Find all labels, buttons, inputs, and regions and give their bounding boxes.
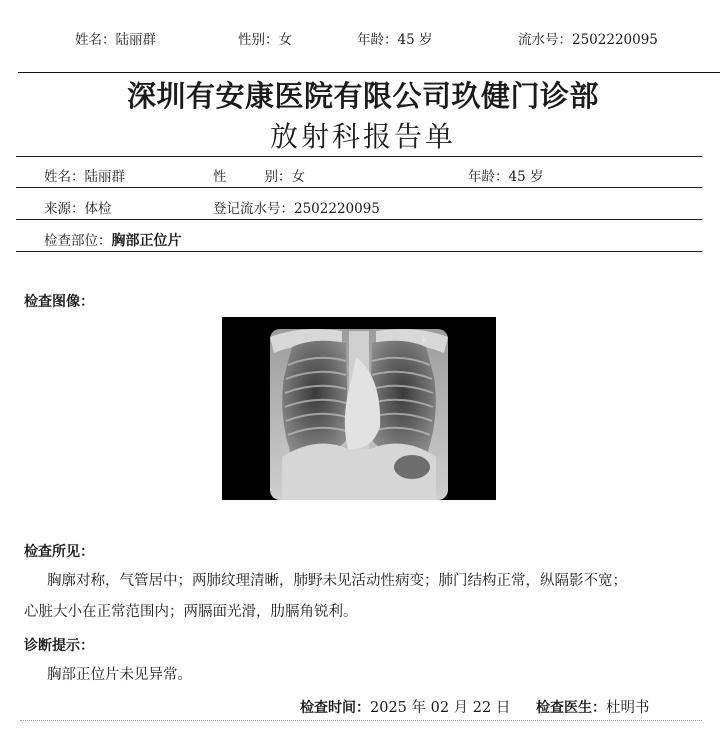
- info-name: 姓名：陆丽群: [44, 169, 125, 185]
- header-divider: [18, 72, 720, 73]
- info-gender: 性 别：女: [213, 169, 305, 185]
- header-gender: 性别：女: [238, 32, 292, 48]
- info-source: 来源：体检: [44, 201, 112, 217]
- diagnosis-text: 胸部正位片未见异常。: [47, 667, 192, 683]
- info-rule-2: [16, 219, 702, 220]
- image-section-label: 检查图像：: [24, 294, 94, 310]
- header-serial: 流水号：2502220095: [518, 32, 658, 48]
- svg-text:L: L: [422, 335, 426, 343]
- findings-label: 检查所见：: [24, 544, 94, 560]
- header-age: 年龄：45 岁: [357, 32, 433, 48]
- hospital-title: 深圳有安康医院有限公司玖健门诊部: [126, 79, 599, 113]
- info-rule-1: [16, 187, 702, 188]
- info-rule-top: [16, 156, 702, 157]
- header-name: 姓名：陆丽群: [75, 32, 156, 48]
- info-reg-serial: 登记流水号：2502220095: [213, 201, 380, 217]
- findings-line-1: 胸廓对称，气管居中；两肺纹理清晰，肺野未见活动性病变；肺门结构正常，纵隔影不宽；: [47, 573, 627, 589]
- diagnosis-label: 诊断提示：: [24, 638, 94, 654]
- info-age: 年龄：45 岁: [468, 169, 544, 185]
- exam-time: 检查时间：2025 年 02 月 22 日: [300, 700, 511, 716]
- info-exam-part: 检查部位：胸部正位片: [44, 233, 182, 249]
- footer-divider: [20, 720, 702, 721]
- report-title: 放射科报告单: [269, 120, 456, 153]
- chest-xray-image: [222, 317, 496, 500]
- info-rule-bottom: [16, 251, 702, 252]
- exam-doctor: 检查医生：杜明书: [536, 700, 650, 716]
- findings-line-2: 心脏大小在正常范围内；两膈面光滑，肋膈角锐利。: [24, 604, 358, 620]
